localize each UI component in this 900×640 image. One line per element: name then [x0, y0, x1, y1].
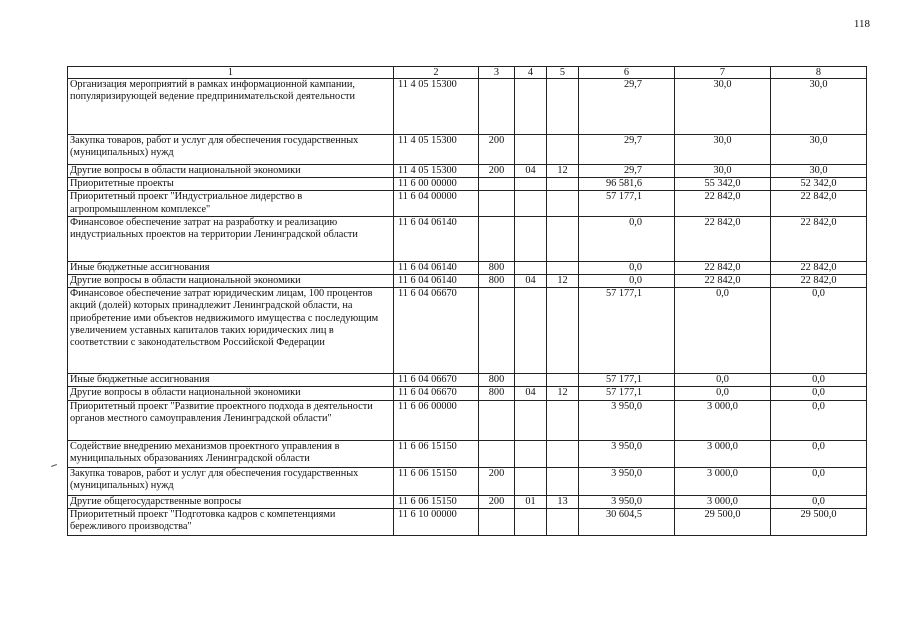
table-row — [68, 216, 867, 261]
row-vr-cell: 200 — [479, 135, 515, 165]
row-year2-cell: 22 842,0 — [675, 191, 771, 216]
row-code-cell: 11 6 06 15150 — [394, 467, 479, 495]
row-name-cell: Приоритетный проект "Индустриальное лидерство в агропромышленном комплексе" — [68, 191, 394, 216]
row-name-cell: Приоритетные проекты — [68, 178, 394, 191]
row-year2-cell: 30,0 — [675, 135, 771, 165]
row-pr-cell — [547, 79, 579, 135]
table-row — [68, 79, 867, 135]
header-cell: 8 — [771, 67, 867, 79]
row-year3-cell: 22 842,0 — [771, 216, 867, 261]
table-row — [68, 165, 867, 178]
row-code-cell: 11 6 04 06140 — [394, 275, 479, 288]
row-pr-cell — [547, 508, 579, 535]
row-year1-cell: 3 950,0 — [579, 440, 675, 467]
row-year2-cell: 22 842,0 — [675, 216, 771, 261]
table-row — [68, 135, 867, 165]
table-row — [68, 440, 867, 467]
row-pr-cell — [547, 288, 579, 374]
row-year3-cell: 0,0 — [771, 467, 867, 495]
row-code-cell: 11 6 04 00000 — [394, 191, 479, 216]
row-rz-cell — [515, 135, 547, 165]
row-rz-cell — [515, 178, 547, 191]
scan-mark — [51, 464, 57, 467]
row-year3-cell: 0,0 — [771, 387, 867, 400]
table-body — [68, 79, 867, 536]
row-name-cell: Содействие внедрению механизмов проектного управления в муниципальных образованиях Ленинградской области — [68, 440, 394, 467]
row-rz-cell — [515, 400, 547, 440]
row-vr-cell: 200 — [479, 467, 515, 495]
row-year2-cell: 22 842,0 — [675, 261, 771, 274]
row-vr-cell: 800 — [479, 275, 515, 288]
row-pr-cell — [547, 178, 579, 191]
row-year1-cell: 3 950,0 — [579, 467, 675, 495]
row-year1-cell: 29,7 — [579, 135, 675, 165]
row-rz-cell — [515, 261, 547, 274]
row-code-cell: 11 6 06 15150 — [394, 440, 479, 467]
row-vr-cell: 800 — [479, 374, 515, 387]
row-code-cell: 11 6 06 00000 — [394, 400, 479, 440]
row-code-cell: 11 6 04 06140 — [394, 261, 479, 274]
row-year2-cell: 3 000,0 — [675, 440, 771, 467]
row-year3-cell: 0,0 — [771, 374, 867, 387]
header-cell: 6 — [579, 67, 675, 79]
row-year3-cell: 30,0 — [771, 135, 867, 165]
row-year3-cell: 22 842,0 — [771, 191, 867, 216]
row-name-cell: Организация мероприятий в рамках информационной кампании, популяризирующей ведение предпринимательской деятельности — [68, 79, 394, 135]
row-pr-cell — [547, 135, 579, 165]
row-vr-cell — [479, 178, 515, 191]
row-vr-cell: 800 — [479, 261, 515, 274]
row-vr-cell — [479, 440, 515, 467]
row-code-cell: 11 6 04 06140 — [394, 216, 479, 261]
row-year1-cell: 29,7 — [579, 165, 675, 178]
row-year3-cell: 0,0 — [771, 288, 867, 374]
row-year2-cell: 30,0 — [675, 165, 771, 178]
row-year1-cell: 30 604,5 — [579, 508, 675, 535]
row-name-cell: Другие вопросы в области национальной экономики — [68, 387, 394, 400]
row-name-cell: Иные бюджетные ассигнования — [68, 374, 394, 387]
row-pr-cell: 12 — [547, 165, 579, 178]
table-row — [68, 508, 867, 535]
row-rz-cell — [515, 467, 547, 495]
row-code-cell: 11 6 04 06670 — [394, 387, 479, 400]
row-year3-cell: 22 842,0 — [771, 261, 867, 274]
row-rz-cell — [515, 191, 547, 216]
row-year1-cell: 96 581,6 — [579, 178, 675, 191]
row-vr-cell — [479, 79, 515, 135]
row-year1-cell: 0,0 — [579, 275, 675, 288]
row-year2-cell: 55 342,0 — [675, 178, 771, 191]
row-pr-cell — [547, 400, 579, 440]
row-pr-cell — [547, 374, 579, 387]
row-year2-cell: 0,0 — [675, 288, 771, 374]
row-code-cell: 11 4 05 15300 — [394, 135, 479, 165]
row-rz-cell — [515, 216, 547, 261]
row-rz-cell: 01 — [515, 495, 547, 508]
row-vr-cell — [479, 508, 515, 535]
table-row — [68, 495, 867, 508]
row-year2-cell: 3 000,0 — [675, 400, 771, 440]
budget-table — [67, 66, 867, 536]
row-name-cell: Иные бюджетные ассигнования — [68, 261, 394, 274]
row-year2-cell: 29 500,0 — [675, 508, 771, 535]
table-row — [68, 288, 867, 374]
row-rz-cell — [515, 288, 547, 374]
row-year3-cell: 0,0 — [771, 495, 867, 508]
row-year3-cell: 0,0 — [771, 440, 867, 467]
table-row — [68, 387, 867, 400]
row-year3-cell: 30,0 — [771, 79, 867, 135]
row-year1-cell: 57 177,1 — [579, 387, 675, 400]
row-year1-cell: 3 950,0 — [579, 495, 675, 508]
row-year1-cell: 29,7 — [579, 79, 675, 135]
row-pr-cell — [547, 467, 579, 495]
row-year1-cell: 0,0 — [579, 261, 675, 274]
header-row — [68, 67, 867, 79]
row-vr-cell — [479, 288, 515, 374]
row-rz-cell — [515, 440, 547, 467]
row-rz-cell: 04 — [515, 275, 547, 288]
row-code-cell: 11 6 06 15150 — [394, 495, 479, 508]
row-name-cell: Закупка товаров, работ и услуг для обеспечения государственных (муниципальных) нужд — [68, 135, 394, 165]
header-cell: 1 — [68, 67, 394, 79]
header-cell: 4 — [515, 67, 547, 79]
table-row — [68, 374, 867, 387]
row-year1-cell: 0,0 — [579, 216, 675, 261]
row-year1-cell: 57 177,1 — [579, 288, 675, 374]
row-name-cell: Финансовое обеспечение затрат юридическим лицам, 100 процентов акций (долей) которых принадлежит Ленинградской области, на приобретение ими объектов недвижимого имущества с последующим увеличением уставных капиталов таких юридических лиц в соответствии с законодательством Российской Федерации — [68, 288, 394, 374]
row-year3-cell: 22 842,0 — [771, 275, 867, 288]
row-vr-cell: 800 — [479, 387, 515, 400]
row-year2-cell: 22 842,0 — [675, 275, 771, 288]
header-cell: 2 — [394, 67, 479, 79]
row-vr-cell — [479, 400, 515, 440]
row-vr-cell — [479, 216, 515, 261]
row-year3-cell: 0,0 — [771, 400, 867, 440]
table-row — [68, 275, 867, 288]
row-code-cell: 11 6 04 06670 — [394, 288, 479, 374]
row-year3-cell: 30,0 — [771, 165, 867, 178]
table-row — [68, 467, 867, 495]
row-pr-cell: 13 — [547, 495, 579, 508]
row-rz-cell — [515, 79, 547, 135]
header-cell: 5 — [547, 67, 579, 79]
row-year3-cell: 29 500,0 — [771, 508, 867, 535]
row-year2-cell: 0,0 — [675, 387, 771, 400]
row-pr-cell — [547, 191, 579, 216]
row-rz-cell: 04 — [515, 165, 547, 178]
table-row — [68, 178, 867, 191]
row-name-cell: Приоритетный проект "Подготовка кадров с компетенциями бережливого производства" — [68, 508, 394, 535]
row-pr-cell: 12 — [547, 275, 579, 288]
row-year3-cell: 52 342,0 — [771, 178, 867, 191]
row-code-cell: 11 6 00 00000 — [394, 178, 479, 191]
table-row — [68, 261, 867, 274]
header-cell: 7 — [675, 67, 771, 79]
row-pr-cell — [547, 440, 579, 467]
row-year2-cell: 0,0 — [675, 374, 771, 387]
row-pr-cell — [547, 261, 579, 274]
row-year1-cell: 57 177,1 — [579, 374, 675, 387]
row-pr-cell: 12 — [547, 387, 579, 400]
row-rz-cell: 04 — [515, 387, 547, 400]
table-row — [68, 400, 867, 440]
row-vr-cell: 200 — [479, 165, 515, 178]
row-rz-cell — [515, 374, 547, 387]
row-code-cell: 11 4 05 15300 — [394, 165, 479, 178]
row-year1-cell: 3 950,0 — [579, 400, 675, 440]
row-vr-cell: 200 — [479, 495, 515, 508]
row-code-cell: 11 6 10 00000 — [394, 508, 479, 535]
row-name-cell: Другие вопросы в области национальной экономики — [68, 165, 394, 178]
row-year2-cell: 3 000,0 — [675, 467, 771, 495]
row-name-cell: Приоритетный проект "Развитие проектного подхода в деятельности органов местного самоуправления Ленинградской области" — [68, 400, 394, 440]
row-year2-cell: 30,0 — [675, 79, 771, 135]
row-name-cell: Другие общегосударственные вопросы — [68, 495, 394, 508]
page-number: 118 — [853, 18, 870, 30]
row-vr-cell — [479, 191, 515, 216]
row-name-cell: Другие вопросы в области национальной экономики — [68, 275, 394, 288]
row-code-cell: 11 4 05 15300 — [394, 79, 479, 135]
row-name-cell: Закупка товаров, работ и услуг для обеспечения государственных (муниципальных) нужд — [68, 467, 394, 495]
row-name-cell: Финансовое обеспечение затрат на разработку и реализацию индустриальных проектов на территории Ленинградской области — [68, 216, 394, 261]
row-code-cell: 11 6 04 06670 — [394, 374, 479, 387]
row-year1-cell: 57 177,1 — [579, 191, 675, 216]
row-pr-cell — [547, 216, 579, 261]
row-year2-cell: 3 000,0 — [675, 495, 771, 508]
table-row — [68, 191, 867, 216]
row-rz-cell — [515, 508, 547, 535]
header-cell: 3 — [479, 67, 515, 79]
